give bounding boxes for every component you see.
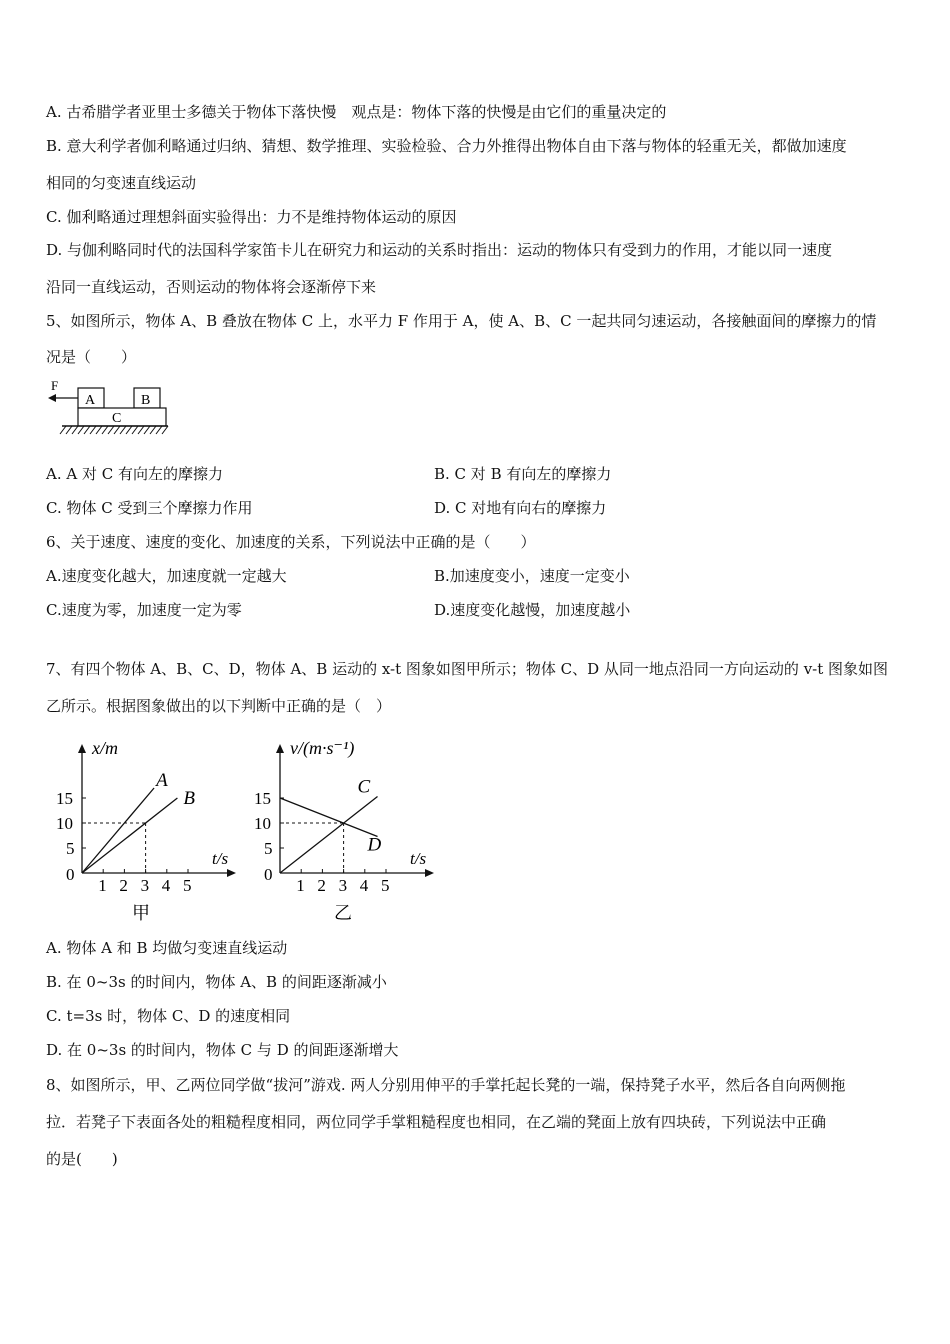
- y-axis-label: v/(m·s⁻¹): [290, 738, 355, 758]
- q8-stem-line3: 的是( ): [46, 1150, 118, 1168]
- y-tick-label: 5: [66, 839, 75, 858]
- y-tick-label: 10: [56, 814, 73, 833]
- q5-option-d: D. C 对地有向右的摩擦力: [434, 499, 607, 517]
- y-tick-label: 15: [254, 789, 271, 808]
- q5-block-diagram: [40, 376, 180, 438]
- x-tick-label: 3: [338, 876, 348, 895]
- q6-option-d: D.速度变化越慢，加速度越小: [434, 601, 631, 619]
- q4-option-b-line1: B. 意大利学者伽利略通过归纳、猜想、数学推理、实验检验、合力外推得出物体自由下落与物体的轻重无关，都做加速度: [46, 137, 847, 155]
- q4-option-d-line1: D. 与伽利略同时代的法国科学家笛卡儿在研究力和运动的关系时指出：运动的物体只有受到力的作用，才能以同一速度: [46, 241, 833, 259]
- graph-caption: 甲: [132, 903, 150, 923]
- origin-label: 0: [264, 865, 273, 884]
- y-tick-label: 10: [254, 814, 271, 833]
- q4-option-b-line2: 相同的匀变速直线运动: [46, 174, 197, 192]
- ground-hatching: [60, 426, 168, 434]
- x-tick-label: 5: [381, 876, 390, 895]
- x-tick-label: 5: [183, 876, 192, 895]
- q7-option-b: B. 在 0~3s 的时间内，物体 A、B 的间距逐渐减小: [46, 973, 387, 991]
- q4-option-a: A. 古希腊学者亚里士多德关于物体下落快慢 观点是：物体下落的快慢是由它们的重量决定的: [46, 103, 667, 121]
- q7-option-a: A. 物体 A 和 B 均做匀变速直线运动: [46, 939, 288, 957]
- x-axis-arrow: [425, 869, 434, 877]
- x-tick-label: 1: [296, 876, 305, 895]
- block-c-label: C: [112, 411, 122, 426]
- y-axis-label: x/m: [92, 738, 118, 758]
- q4-option-d-line2: 沿同一直线运动，否则运动的物体将会逐渐停下来: [46, 278, 377, 296]
- series-label-C: C: [357, 776, 371, 798]
- series-label-B: B: [183, 788, 196, 809]
- q5-option-a: A. A 对 C 有向左的摩擦力: [46, 465, 223, 483]
- q7-stem-line2: 乙所示。根据图象做出的以下判断中正确的是（ ）: [46, 697, 392, 715]
- q6-option-b: B.加速度变小，速度一定变小: [434, 567, 630, 585]
- block-c: [78, 408, 166, 426]
- q5-option-b: B. C 对 B 有向左的摩擦力: [434, 465, 612, 483]
- block-a-label: A: [85, 393, 96, 408]
- series-line-C: [280, 797, 378, 874]
- vt-graph: [238, 730, 443, 930]
- series-line-A: [82, 788, 154, 873]
- xt-graph: [40, 730, 245, 930]
- x-axis-label: t/s: [212, 849, 229, 868]
- y-tick-label: 5: [264, 839, 273, 858]
- block-b-label: B: [141, 393, 151, 408]
- y-axis-arrow: [276, 744, 284, 753]
- y-axis-arrow: [78, 744, 86, 753]
- q6-option-a: A.速度变化越大，加速度就一定越大: [46, 567, 287, 585]
- series-label-D: D: [367, 834, 382, 856]
- q6-option-c: C.速度为零，加速度一定为零: [46, 601, 242, 619]
- x-tick-label: 2: [119, 876, 128, 895]
- q5-stem-line1: 5、如图所示，物体 A、B 叠放在物体 C 上，水平力 F 作用于 A，使 A、B、C 一起共同匀速运动，各接触面间的摩擦力的情: [46, 312, 877, 330]
- x-tick-label: 2: [317, 876, 326, 895]
- series-line-D: [280, 798, 378, 837]
- x-tick-label: 4: [161, 876, 171, 895]
- q7-stem-line1: 7、有四个物体 A、B、C、D，物体 A、B 运动的 x-t 图象如图甲所示；物体 C、D 从同一地点沿同一方向运动的 v-t 图象如图: [46, 660, 889, 678]
- x-axis-label: t/s: [410, 849, 427, 868]
- series-line-B: [82, 798, 177, 873]
- graph-caption: 乙: [334, 903, 352, 923]
- x-axis-arrow: [227, 869, 236, 877]
- q5-option-c: C. 物体 C 受到三个摩擦力作用: [46, 499, 253, 517]
- force-label: F: [51, 378, 59, 393]
- x-tick-label: 4: [359, 876, 369, 895]
- q8-stem-line2: 拉．若凳子下表面各处的粗糙程度相同，两位同学手掌粗糙程度也相同，在乙端的凳面上放有四块砖，下列说法中正确: [46, 1113, 827, 1131]
- q7-option-d: D. 在 0~3s 的时间内，物体 C 与 D 的间距逐渐增大: [46, 1041, 399, 1059]
- q6-stem: 6、关于速度、速度的变化、加速度的关系，下列说法中正确的是（ ）: [46, 533, 536, 551]
- series-label-A: A: [156, 770, 168, 791]
- q5-stem-line2: 况是（ ）: [46, 348, 137, 366]
- q4-option-c: C. 伽利略通过理想斜面实验得出：力不是维持物体运动的原因: [46, 208, 457, 226]
- q8-stem-line1: 8、如图所示，甲、乙两位同学做“拔河”游戏. 两人分别用伸平的手掌托起长凳的一端，保持凳子水平，然后各自向两侧拖: [46, 1076, 846, 1094]
- q7-option-c: C. t=3s 时，物体 C、D 的速度相同: [46, 1007, 291, 1025]
- y-tick-label: 15: [56, 789, 73, 808]
- x-tick-label: 1: [98, 876, 107, 895]
- x-tick-label: 3: [140, 876, 150, 895]
- origin-label: 0: [66, 865, 75, 884]
